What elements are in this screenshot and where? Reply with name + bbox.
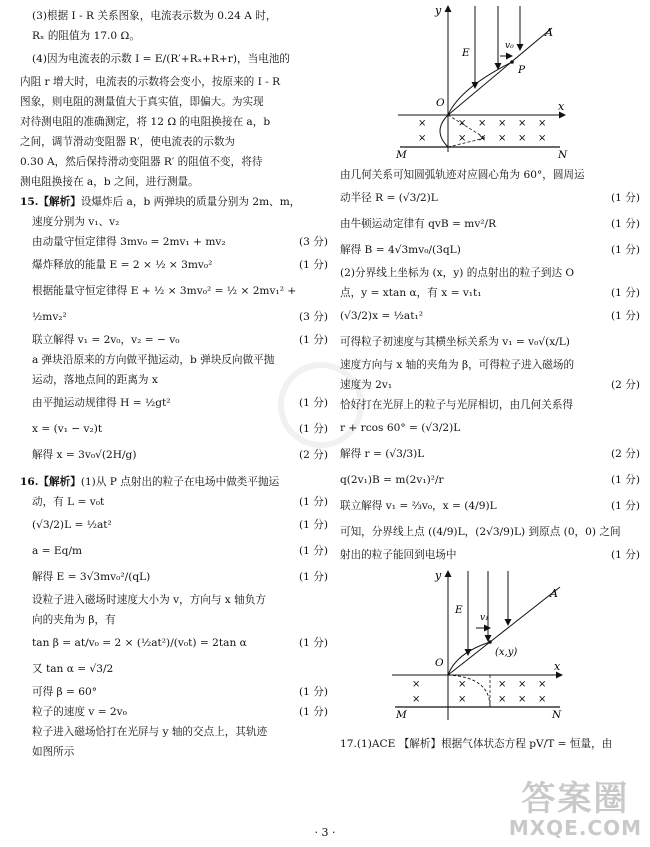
score: (1 分)	[611, 244, 640, 256]
equation: 联立解得 v₁ = 2v₀，v₂ = − v₀	[32, 334, 180, 346]
origin-label: O	[436, 97, 445, 109]
boundary-line-oa	[448, 587, 560, 675]
q14-line: 0.30 A，然后保持滑动变阻器 R′ 的阻值不变，将待	[20, 156, 263, 168]
svg-text:×: ×	[518, 118, 527, 129]
svg-text:×: ×	[418, 133, 427, 144]
score: (1 分)	[299, 259, 328, 271]
equation: 爆炸释放的能量 E = 2 × ½ × 3mv₀²	[32, 259, 213, 271]
svg-text:×: ×	[418, 118, 427, 129]
equation: 粒子的速度 v = 2v₀	[32, 706, 127, 718]
equation: 可得 β = 60°	[32, 686, 98, 698]
equation: 解得 x = 3v₀√(2H/g)	[32, 449, 137, 461]
svg-text:×: ×	[538, 694, 547, 705]
q16-line: 设粒子进入磁场时速度大小为 v，方向与 x 轴负方	[32, 594, 266, 606]
label-n: N	[558, 149, 568, 158]
q15-text: 设爆炸后 a，b 两弹块的质量分别为 2m、m，	[80, 196, 301, 208]
score: (1 分)	[299, 637, 328, 649]
svg-text:×: ×	[538, 118, 547, 129]
y-axis-label: y	[435, 569, 442, 582]
equation: q(2v₁)B = m(2v₁)²/r	[340, 474, 444, 486]
left-column	[20, 0, 328, 762]
r-line	[340, 467, 640, 493]
magnetic-crosses	[412, 679, 546, 705]
r-line	[340, 283, 640, 303]
svg-text:×: ×	[478, 133, 487, 144]
svg-text:×: ×	[458, 133, 467, 144]
q15-line	[20, 192, 328, 212]
score: (1 分)	[611, 218, 640, 230]
origin-label: O	[435, 657, 444, 669]
svg-text:×: ×	[458, 118, 467, 129]
svg-text:×: ×	[538, 679, 547, 690]
q15-line: a 弹块沿原来的方向做平抛运动，b 弹块反向做平抛	[32, 354, 275, 366]
score: (1 分)	[299, 397, 328, 409]
equation: 解得 E = 3√3mv₀²/(qL)	[32, 571, 151, 583]
page-number: · 3 ·	[314, 826, 336, 839]
boundary-line-oa	[448, 28, 552, 115]
equation: 射出的粒子能回到电场中	[340, 549, 457, 561]
q16-line	[20, 630, 328, 656]
watermark-english: MXQE.COM	[508, 816, 642, 840]
q16-line	[20, 538, 328, 564]
label-xy: (x,y)	[495, 647, 518, 658]
q15-line	[20, 416, 328, 442]
equation: 由动量守恒定律得 3mv₀ = 2mv₁ + mv₂	[32, 236, 226, 248]
q14-line: 图象，则电阻的测量值大于真实值，即偏大。为实现	[20, 96, 264, 108]
q15-line: 速度分别为 v₁、v₂	[32, 216, 120, 228]
q15-line	[20, 304, 328, 330]
score: (3 分)	[299, 311, 328, 323]
q16-line	[20, 492, 328, 512]
watermark-chinese: 答案圈	[521, 779, 630, 819]
label-n: N	[552, 709, 562, 721]
q16-heading: 16.【解析】	[20, 476, 81, 488]
q16-line: 粒子进入磁场恰打在光屏与 y 轴的交点上，其轨迹	[32, 726, 268, 738]
score: (2 分)	[299, 449, 328, 461]
score: (1 分)	[299, 686, 328, 698]
q15-line	[20, 390, 328, 416]
score: (1 分)	[299, 519, 328, 531]
q16-line: 又 tan α = √3/2	[32, 663, 114, 675]
label-a: A	[550, 587, 558, 600]
svg-text:×: ×	[518, 133, 527, 144]
score: (1 分)	[299, 571, 328, 583]
r-line	[340, 211, 640, 237]
r-line	[340, 237, 640, 263]
x-axis-label: x	[558, 100, 565, 113]
y-axis-label: y	[435, 4, 442, 17]
r-line	[340, 375, 640, 395]
q15-line: 根据能量守恒定律得 E + ½ × 3mv₀² = ½ × 2mv₁² +	[32, 285, 297, 297]
score: (2 分)	[611, 448, 640, 460]
r-line: 可得粒子初速度与其横坐标关系为 v₁ = v₀√(x/L)	[340, 336, 570, 348]
r-line	[340, 185, 640, 211]
svg-text:×: ×	[458, 679, 467, 690]
r-line	[340, 441, 640, 467]
svg-text:×: ×	[412, 679, 421, 690]
q16-line	[20, 702, 328, 722]
r-line	[340, 493, 640, 519]
q14-line: Rₓ 的阻值为 17.0 Ω。	[32, 30, 140, 42]
q15-line: 运动，落地点间的距离为 x	[32, 374, 158, 386]
svg-text:×: ×	[498, 118, 507, 129]
equation: 速度为 2v₁	[340, 379, 393, 391]
svg-text:×: ×	[498, 679, 507, 690]
score: (1 分)	[299, 334, 328, 346]
field-label-e: E	[462, 47, 470, 59]
q16-line: 如图所示	[32, 746, 75, 758]
arc-in-field	[440, 115, 448, 147]
label-m: M	[396, 149, 407, 158]
q15-line	[20, 232, 328, 252]
equation: 动，有 L = v₀t	[32, 496, 105, 508]
svg-text:×: ×	[412, 694, 421, 705]
score: (1 分)	[611, 549, 640, 561]
q16-line: 向的夹角为 β，有	[32, 614, 116, 626]
q14-line: (3)根据 I - R 关系图象，电流表示数为 0.24 A 时，	[32, 10, 277, 22]
figure-trajectory-boundary	[340, 565, 640, 725]
svg-text:×: ×	[498, 133, 507, 144]
q15-line	[20, 442, 328, 468]
score: (2 分)	[611, 379, 640, 391]
svg-text:×: ×	[478, 118, 487, 129]
r-line: 由几何关系可知圆弧轨迹对应圆心角为 60°，圆周运	[340, 169, 585, 181]
field-label-e: E	[455, 604, 463, 616]
equation: 联立解得 v₁ = ⅔v₀，x = (4/9)L	[340, 500, 497, 512]
equation: (√3/2)L = ½at²	[32, 519, 112, 531]
equation: 解得 r = (√3/3)L	[340, 448, 425, 460]
score: (1 分)	[299, 423, 328, 435]
svg-text:×: ×	[538, 133, 547, 144]
score: (1 分)	[299, 496, 328, 508]
r-line: 速度方向与 x 轴的夹角为 β，可得粒子进入磁场的	[340, 359, 575, 371]
equation: ½mv₂²	[32, 311, 67, 323]
q15-line	[20, 330, 328, 350]
svg-text:×: ×	[498, 694, 507, 705]
q16-line	[20, 564, 328, 590]
score: (1 分)	[611, 310, 640, 322]
score: (1 分)	[299, 545, 328, 557]
right-column	[340, 0, 640, 754]
equation: 由牛顿运动定律有 qvB = mv²/R	[340, 218, 497, 230]
q14-line: 之间，调节滑动变阻器 R′，使电流表的示数为	[20, 136, 236, 148]
equation: (√3/2)x = ½at₁²	[340, 310, 423, 322]
score: (1 分)	[611, 500, 640, 512]
score: (1 分)	[299, 706, 328, 718]
q14-line: 测电阻换接在 a，b 之间，进行测量。	[20, 176, 199, 188]
r-line	[340, 545, 640, 565]
score: (1 分)	[611, 474, 640, 486]
equation: 点，y = xtan α，有 x = v₁t₁	[340, 287, 482, 299]
q14-line: 内阻 r 增大时，电流表的示数将会变小，按原来的 I - R	[20, 76, 281, 88]
x-axis-label: x	[554, 660, 561, 673]
r-line: r + rcos 60° = (√3/2)L	[340, 422, 461, 434]
q14-line: 对待测电阻的准确测定，将 12 Ω 的电阻换接在 a，b	[20, 116, 271, 128]
q15-heading: 15.【解析】	[20, 196, 81, 208]
label-p: P	[518, 64, 526, 76]
equation: x = (v₁ − v₂)t	[32, 423, 103, 435]
site-watermark	[509, 781, 642, 839]
r-line: 可知，分界线上点 ((4/9)L，(2√3/9)L) 到原点 (0，0) 之间	[340, 526, 621, 538]
velocity-label-v1: v₁	[480, 613, 489, 623]
q15-line	[20, 252, 328, 278]
svg-text:×: ×	[458, 694, 467, 705]
q16-text: (1)从 P 点射出的粒子在电场中做类平抛运	[80, 476, 280, 488]
equation: 解得 B = 4√3mv₀/(3qL)	[340, 244, 461, 256]
score: (1 分)	[611, 287, 640, 299]
equation: tan β = at/v₀ = 2 × (½at²)/(v₀t) = 2tan α	[32, 637, 247, 649]
figure-field-magnetic-region	[340, 0, 640, 158]
label-m: M	[396, 709, 407, 721]
label-a: A	[545, 26, 553, 39]
svg-text:×: ×	[518, 679, 527, 690]
q16-line	[20, 472, 328, 492]
velocity-label-v0: v₀	[505, 41, 514, 51]
magnetic-crosses	[418, 118, 546, 144]
equation: 动半径 R = (√3/2)L	[340, 192, 438, 204]
q14-line: (4)因为电流表的示数 I = E/(R′+Rₓ+R+r)，当电池的	[32, 53, 290, 65]
r-line: (2)分界线上坐标为 (x，y) 的点射出的粒子到达 O	[340, 267, 575, 279]
q17-line: 17.(1)ACE 【解析】根据气体状态方程 pV/T = 恒量，由	[340, 738, 613, 750]
score: (1 分)	[611, 192, 640, 204]
q16-line	[20, 682, 328, 702]
q16-line	[20, 512, 328, 538]
svg-text:×: ×	[518, 694, 527, 705]
equation: 由平抛运动规律得 H = ½gt²	[32, 397, 171, 409]
tangent-arc	[448, 675, 490, 707]
score: (3 分)	[299, 236, 328, 248]
equation: a = Eq/m	[32, 545, 83, 557]
r-line: 恰好打在光屏上的粒子与光屏相切，由几何关系得	[340, 399, 574, 411]
r-line	[340, 303, 640, 329]
